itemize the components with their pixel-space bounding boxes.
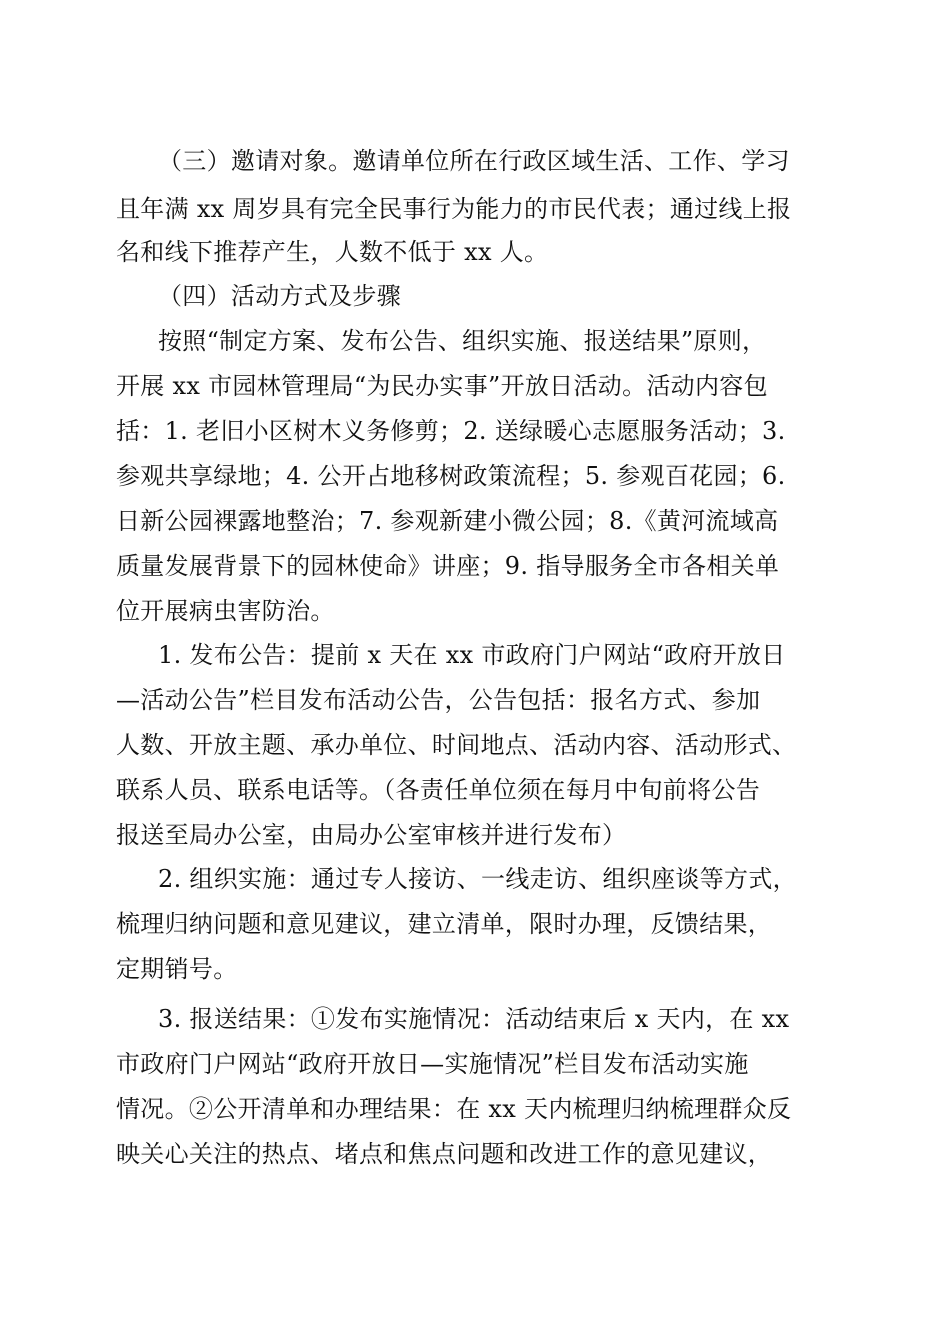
paragraph-line: 梳理归纳问题和意见建议，建立清单，限时办理，反馈结果， xyxy=(116,910,773,938)
paragraph-line: 市政府门户网站“政府开放日—实施情况”栏目发布活动实施 xyxy=(116,1050,749,1078)
step-2-line: 2. 组织实施：通过专人接访、一线走访、组织座谈等方式， xyxy=(158,865,797,893)
step-1-line: 1. 发布公告：提前 x 天在 xx 市政府门户网站“政府开放日 xyxy=(158,641,786,669)
paragraph-line: 人数、开放主题、承办单位、时间地点、活动内容、活动形式、 xyxy=(116,731,797,759)
paragraph-line: —活动公告”栏目发布活动公告，公告包括：报名方式、参加 xyxy=(116,686,761,714)
paragraph-line: 日新公园裸露地整治；7. 参观新建小微公园；8.《黄河流域高 xyxy=(116,507,779,535)
paragraph-line: 定期销号。 xyxy=(116,955,238,983)
paragraph-line: 且年满 xx 周岁具有完全民事行为能力的市民代表；通过线上报 xyxy=(116,195,792,223)
paragraph-line: 联系人员、联系电话等。（各责任单位须在每月中旬前将公告 xyxy=(116,776,761,804)
paragraph-line: 按照“制定方案、发布公告、组织实施、报送结果”原则， xyxy=(158,327,767,355)
paragraph-line: 报送至局办公室，由局办公室审核并进行发布） xyxy=(116,821,627,849)
paragraph-line: 名和线下推荐产生，人数不低于 xx 人。 xyxy=(116,238,549,266)
paragraph-line: 质量发展背景下的园林使命》讲座；9. 指导服务全市各相关单 xyxy=(116,552,780,580)
paragraph-line: 括：1. 老旧小区树木义务修剪；2. 送绿暖心志愿服务活动；3. xyxy=(116,417,786,445)
paragraph-line: 开展 xx 市园林管理局“为民办实事”开放日活动。活动内容包 xyxy=(116,372,768,400)
step-3-line: 3. 报送结果：①发布实施情况：活动结束后 x 天内，在 xx xyxy=(158,1005,790,1033)
paragraph-line: 情况。②公开清单和办理结果：在 xx 天内梳理归纳梳理群众反 xyxy=(116,1095,792,1123)
section-4-heading: （四）活动方式及步骤 xyxy=(158,282,401,310)
paragraph-line: 映关心关注的热点、堵点和焦点问题和改进工作的意见建议， xyxy=(116,1140,773,1168)
paragraph-line: 参观共享绿地；4. 公开占地移树政策流程；5. 参观百花园；6. xyxy=(116,462,786,490)
section-3-heading-line: （三）邀请对象。邀请单位所在行政区域生活、工作、学习 xyxy=(158,147,790,175)
paragraph-line: 位开展病虫害防治。 xyxy=(116,597,335,625)
